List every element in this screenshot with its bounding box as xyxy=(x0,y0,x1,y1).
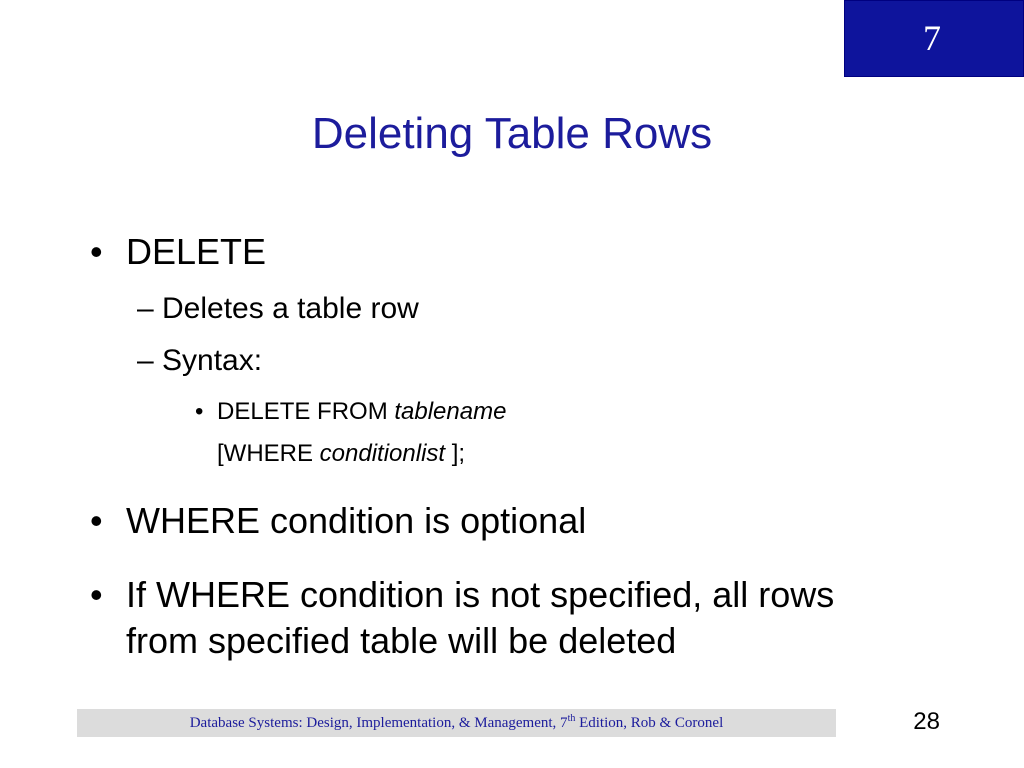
bullet-dot-icon: • xyxy=(90,574,103,615)
syntax-line-1 xyxy=(195,396,507,427)
sub-bullet-syntax: – Syntax: xyxy=(137,344,263,377)
syntax-placeholder: tablename xyxy=(394,398,507,425)
footer-text-main: Database Systems: Design, Implementation, & Management, 7 xyxy=(189,715,568,731)
footer-text-tail: Edition, Rob & Coronel xyxy=(575,715,724,731)
syntax-placeholder: conditionlist xyxy=(319,440,446,467)
syntax-keyword: [WHERE xyxy=(217,440,320,467)
bullet-dot-icon: • xyxy=(90,231,103,272)
bullet-where-missing xyxy=(90,572,835,664)
syntax-suffix: ]; xyxy=(445,440,466,467)
bullet-text: WHERE condition is optional xyxy=(126,500,587,541)
bullet-where-optional xyxy=(90,498,587,544)
syntax-line-2 xyxy=(217,438,465,469)
page-number: 28 xyxy=(913,708,940,735)
syntax-keyword: DELETE FROM xyxy=(217,398,395,425)
footer-citation xyxy=(77,709,836,737)
bullet-dot-icon: • xyxy=(195,398,204,425)
bullet-text: DELETE xyxy=(126,231,267,272)
footer-superscript: th xyxy=(567,713,576,724)
bullet-dot-icon: • xyxy=(90,500,103,541)
bullet-text-line-2: from specified table will be deleted xyxy=(126,620,677,661)
sub-bullet-deletes-row: – Deletes a table row xyxy=(137,292,419,325)
slide-title: Deleting Table Rows xyxy=(311,109,713,158)
bullet-delete xyxy=(90,229,267,275)
bullet-text-line-1: If WHERE condition is not specified, all rows xyxy=(126,574,835,615)
chapter-number: 7 xyxy=(923,18,941,58)
